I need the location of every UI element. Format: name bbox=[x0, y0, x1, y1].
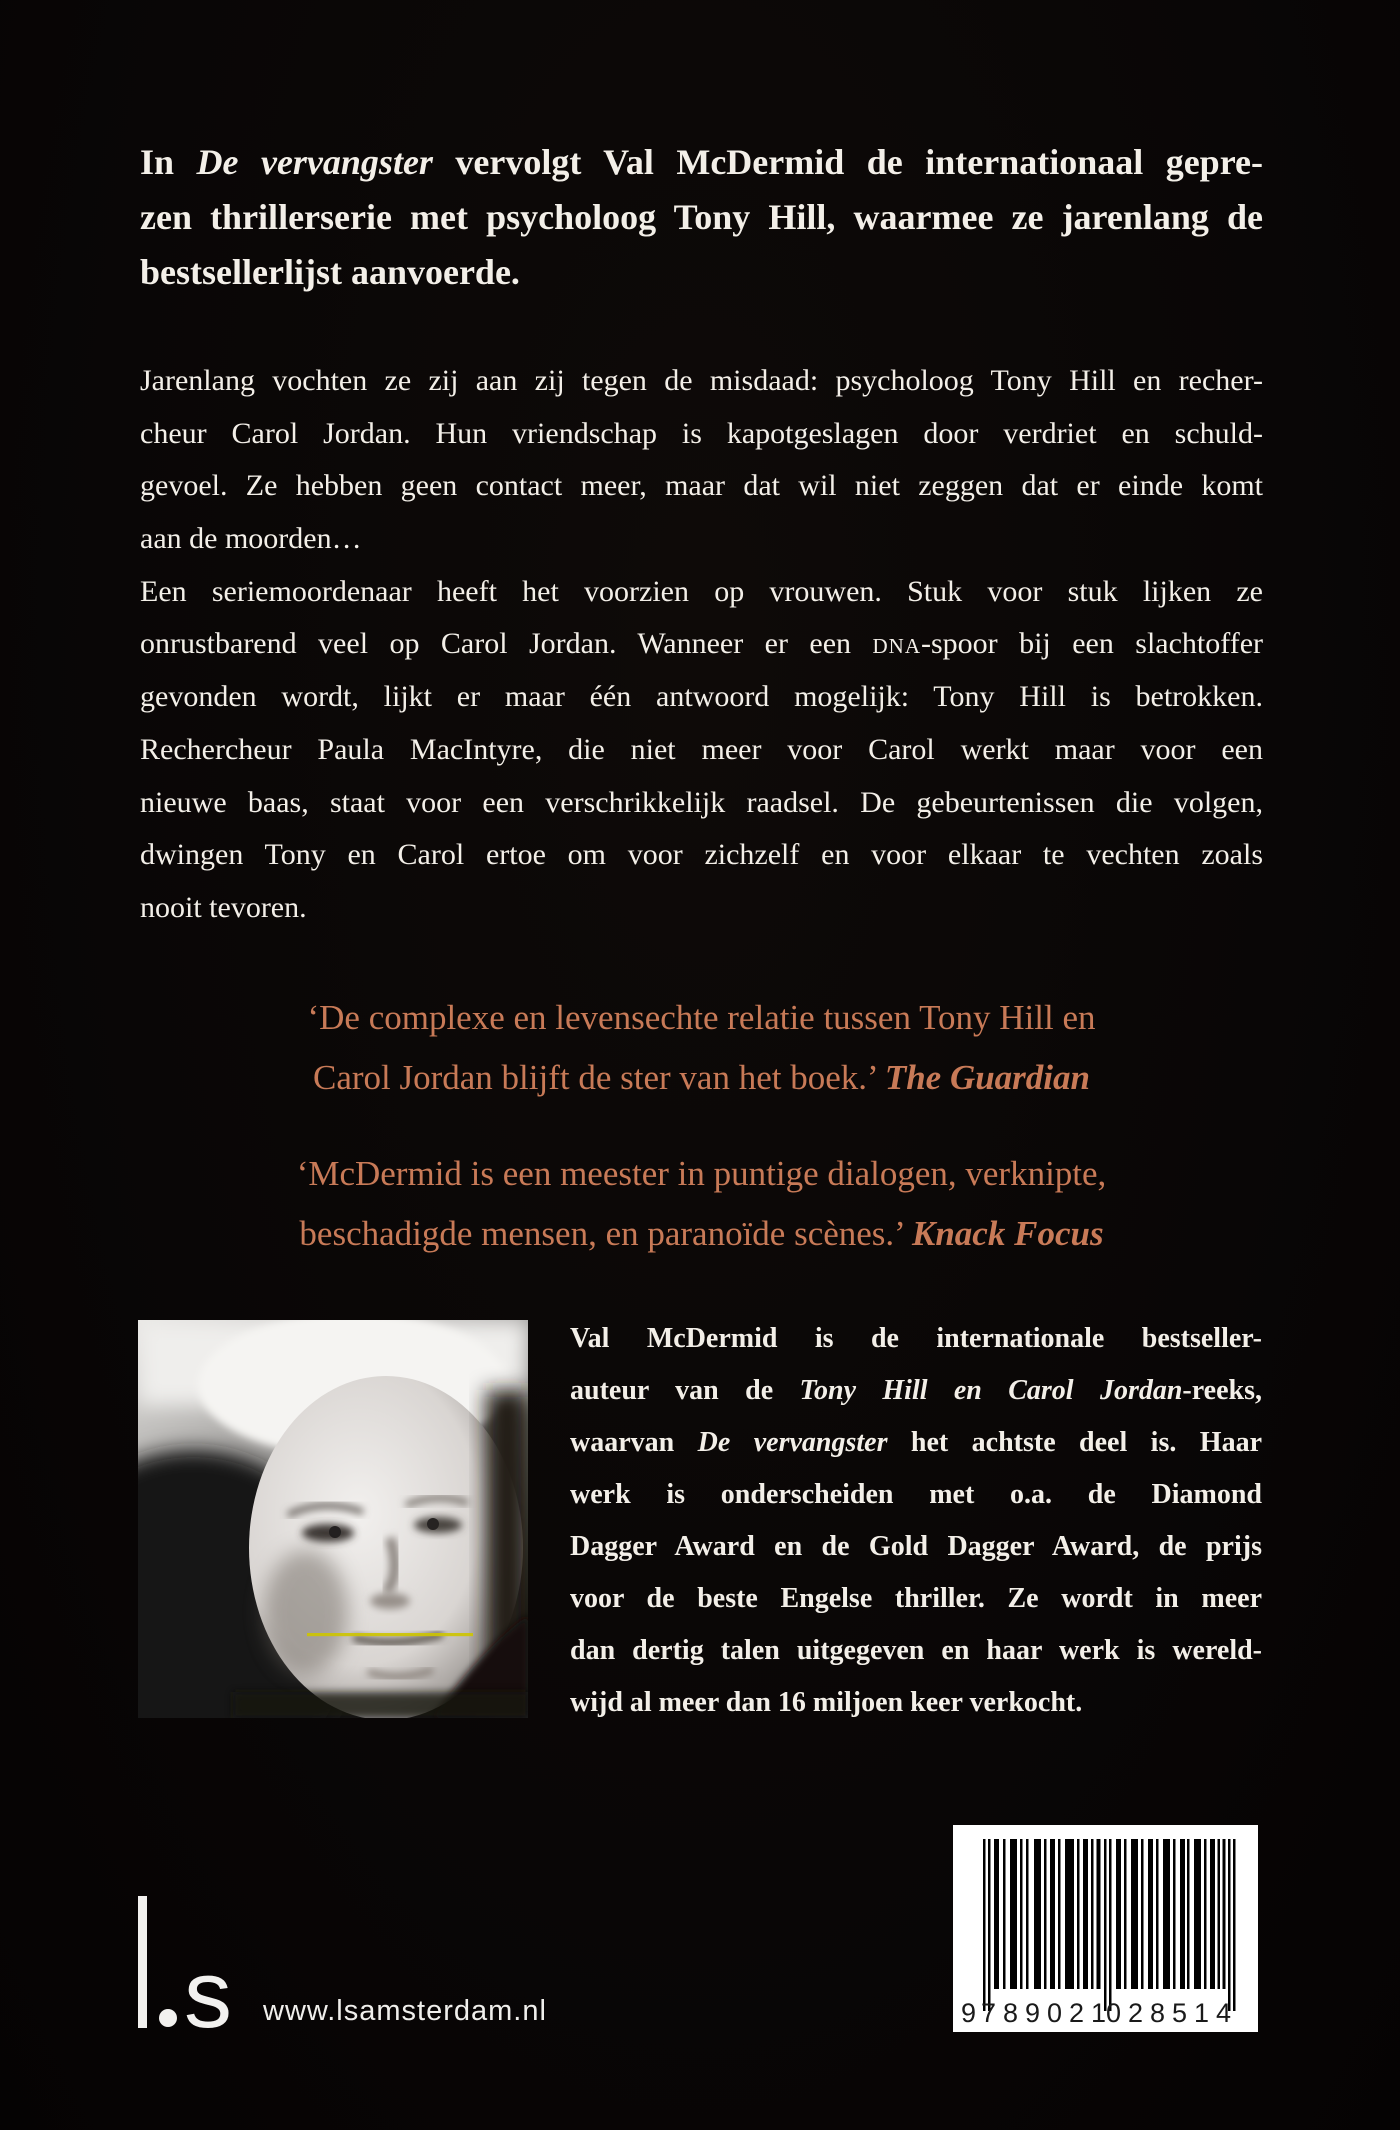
barcode-digits-right: 028514 bbox=[1105, 1998, 1239, 2028]
barcode bbox=[953, 1825, 1258, 2032]
text-line: Een seriemoordenaar heeft het voorzien op vrouwen. Stuk voor stuk lijken ze bbox=[140, 574, 1263, 608]
barcode-digit-lead: 9 bbox=[961, 1998, 977, 2028]
text-line: ‘McDermid is een meester in puntige dialogen, verknipte, bbox=[296, 1154, 1107, 1193]
text-line: voor de beste Engelse thriller. Ze wordt in meer bbox=[570, 1583, 1262, 1614]
text-line: waarvan De vervangster het achtste deel is. Haar bbox=[570, 1427, 1262, 1458]
yellow-scanline bbox=[307, 1633, 473, 1636]
text-line: bestsellerlijst aanvoerde. bbox=[140, 252, 520, 292]
website-url: www.lsamsterdam.nl bbox=[263, 1995, 547, 2027]
quote-the-guardian bbox=[140, 988, 1263, 1108]
text-line: beschadigde mensen, en paranoïde scènes.’ Knack Focus bbox=[299, 1214, 1104, 1253]
text-line: werk is onderscheiden met o.a. de Diamond bbox=[570, 1479, 1262, 1510]
publisher-logo bbox=[138, 1896, 268, 2032]
intro-text bbox=[140, 135, 1263, 300]
author-photo bbox=[138, 1320, 528, 1718]
barcode-digits-left: 789021 bbox=[980, 1998, 1114, 2028]
text-line: Carol Jordan blijft de ster van het boek.’ The Guardian bbox=[312, 1058, 1090, 1097]
text-line: nooit tevoren. bbox=[140, 890, 307, 924]
text-line: gevoel. Ze hebben geen contact meer, maar dat wil niet zeggen dat er einde komt bbox=[140, 469, 1263, 503]
text-line: nieuwe baas, staat voor een verschrikkelijk raadsel. De gebeurtenissen die volgen, bbox=[140, 785, 1263, 819]
text-line: Jarenlang vochten ze zij aan zij tegen de misdaad: psycholoog Tony Hill en recher- bbox=[140, 364, 1263, 397]
text-line: dan dertig talen uitgegeven en haar werk is wereld- bbox=[570, 1635, 1262, 1666]
text-line: aan de moorden… bbox=[140, 522, 362, 556]
text-line: Rechercheur Paula MacIntyre, die niet meer voor Carol werkt maar voor een bbox=[140, 732, 1263, 766]
text-line: wijd al meer dan 16 miljoen keer verkocht. bbox=[570, 1687, 1083, 1718]
author-bio-text bbox=[570, 1313, 1262, 1729]
logo-dot bbox=[159, 2009, 177, 2027]
author-portrait-illustration bbox=[138, 1320, 528, 1718]
text-line: In De vervangster vervolgt Val McDermid de internationaal gepre- bbox=[140, 142, 1263, 182]
barcode-graphic bbox=[953, 1825, 1258, 2032]
text-line: Dagger Award en de Gold Dagger Award, de prijs bbox=[570, 1531, 1262, 1562]
ls-logo-icon bbox=[138, 1896, 268, 2032]
logo-s-letter: s bbox=[184, 1941, 232, 2032]
text-line: onrustbarend veel op Carol Jordan. Wanneer er een dna-spoor bij een slachtoffer bbox=[140, 627, 1263, 661]
text-line: dwingen Tony en Carol ertoe om voor zichzelf en voor elkaar te vechten zoals bbox=[140, 838, 1263, 872]
synopsis-text bbox=[140, 355, 1263, 935]
text-line: Val McDermid is de internationale bestseller- bbox=[570, 1323, 1262, 1354]
text-line: auteur van de Tony Hill en Carol Jordan-reeks, bbox=[570, 1375, 1262, 1406]
text-line: zen thrillerserie met psycholoog Tony Hill, waarmee ze jarenlang de bbox=[140, 197, 1263, 237]
logo-l-bar bbox=[138, 1896, 147, 2028]
quote-knack-focus bbox=[140, 1144, 1263, 1264]
text-line: gevonden wordt, lijkt er maar één antwoord mogelijk: Tony Hill is betrokken. bbox=[140, 680, 1263, 714]
text-line: cheur Carol Jordan. Hun vriendschap is kapotgeslagen door verdriet en schuld- bbox=[140, 416, 1263, 450]
text-line: ‘De complexe en levensechte relatie tussen Tony Hill en bbox=[307, 998, 1096, 1037]
